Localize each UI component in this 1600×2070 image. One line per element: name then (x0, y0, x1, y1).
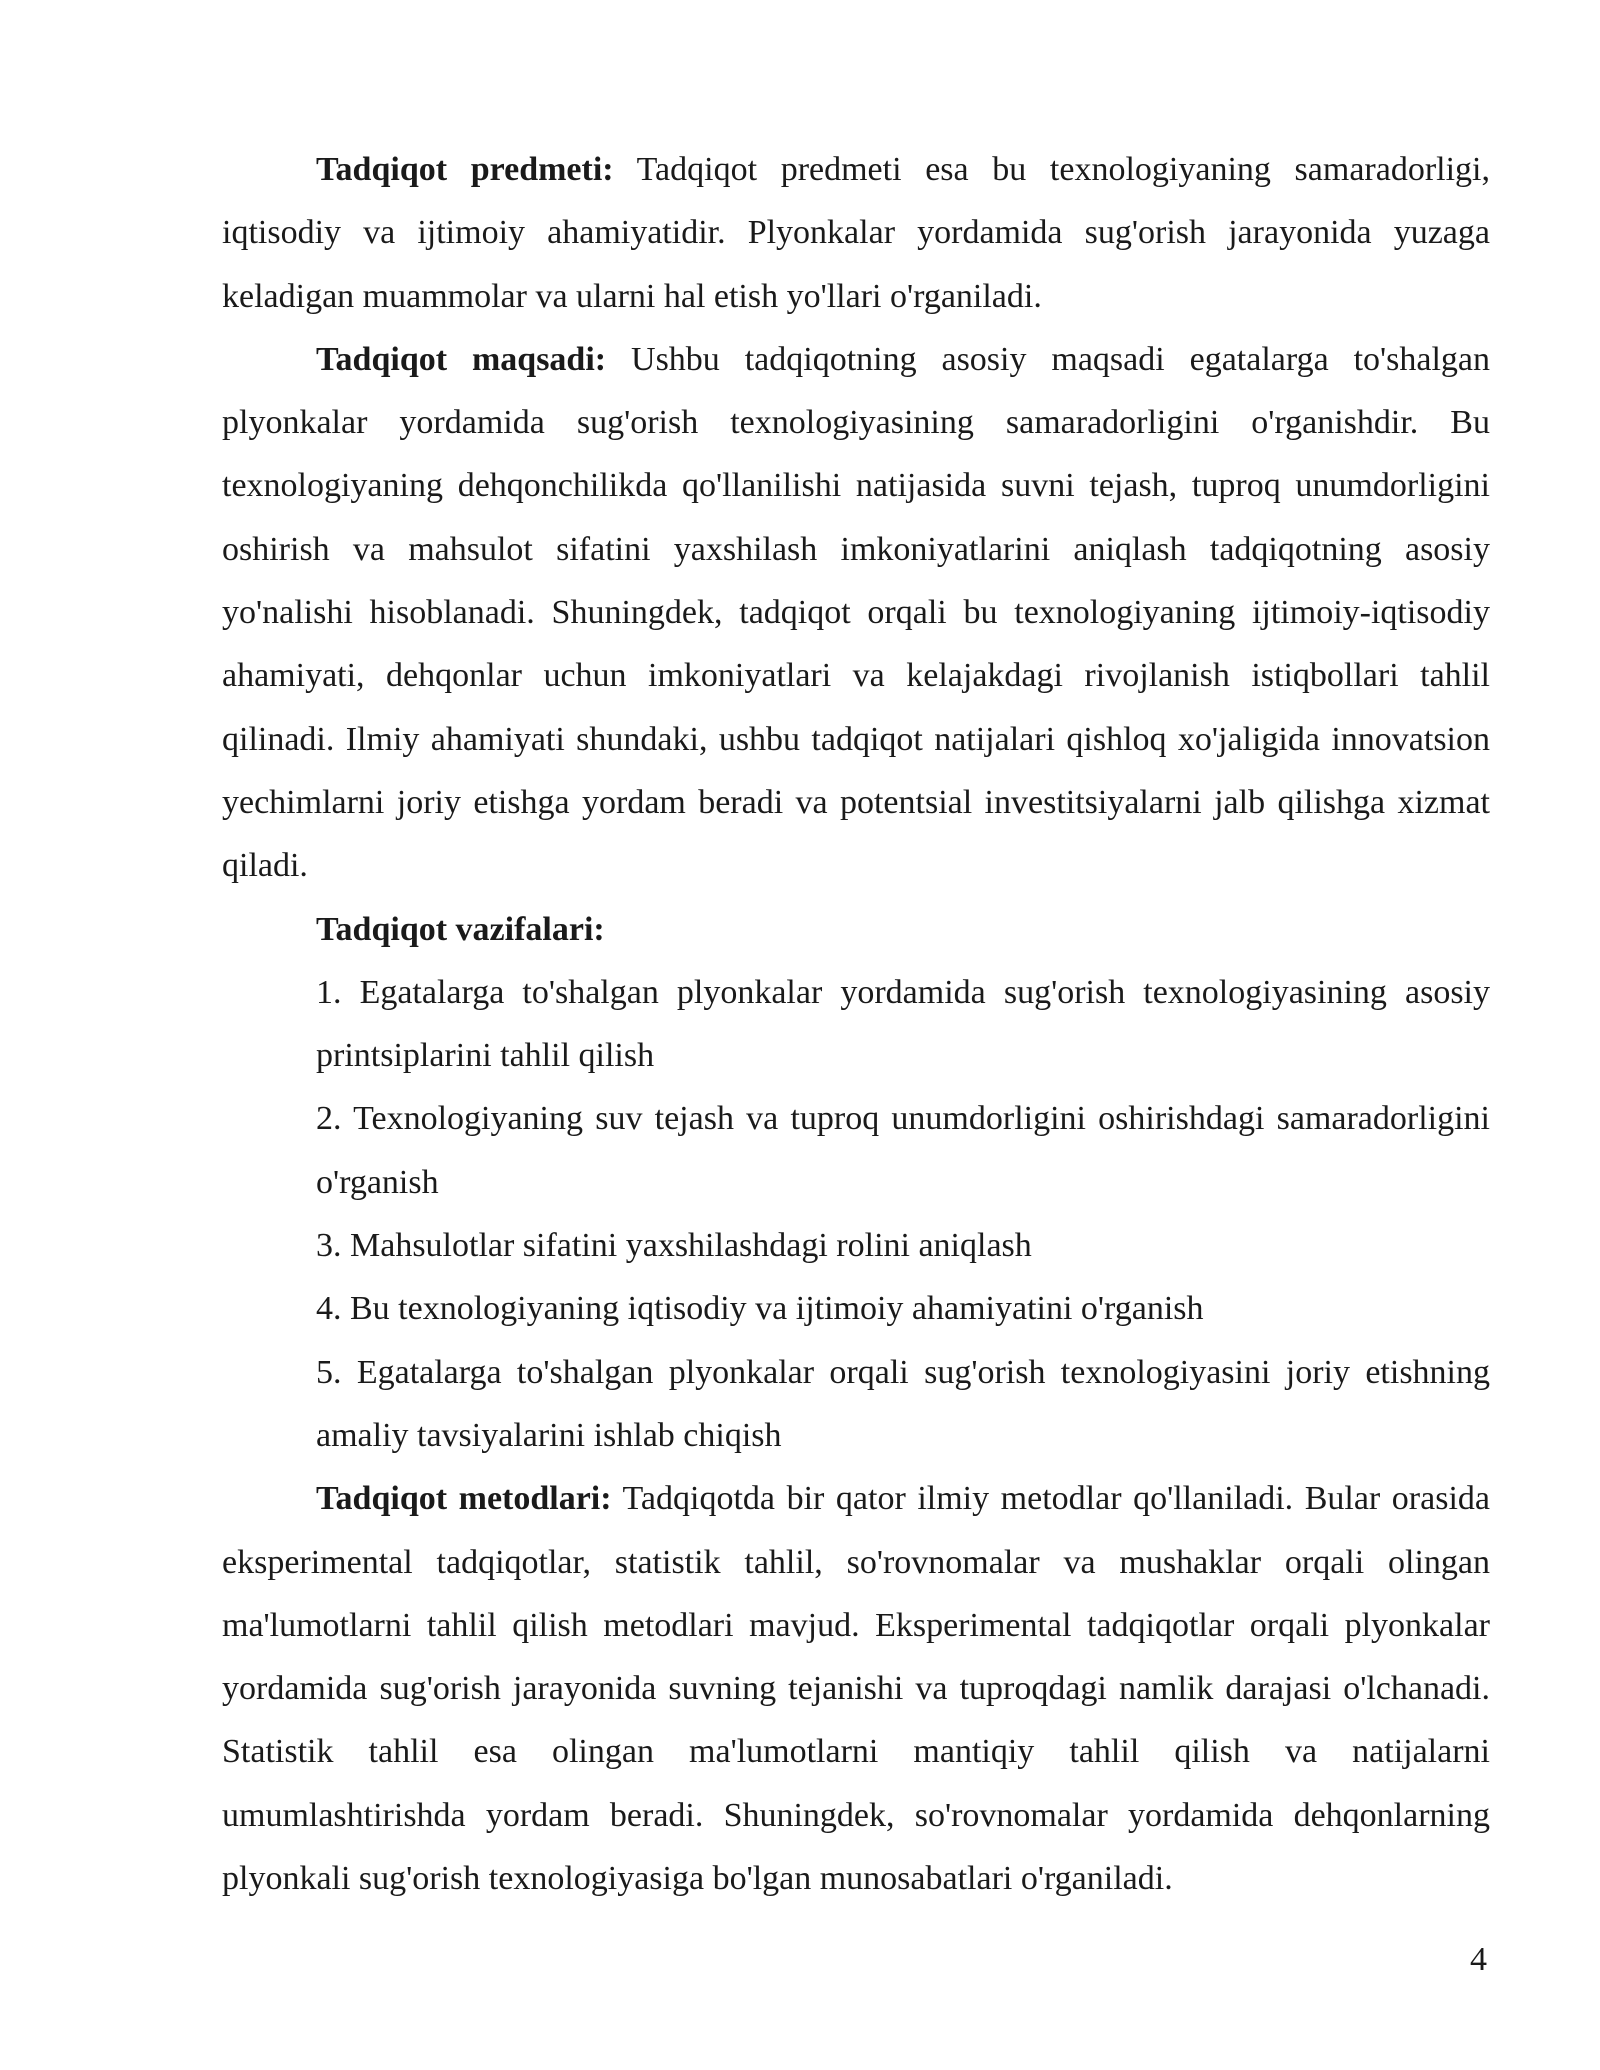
text-metodlari: Tadqiqotda bir qator ilmiy metodlar qo'llaniladi. Bular orasida eksperimental tadqiqotlar, statistik tahlil, so'rovnomalar va mushaklar orqali olingan ma'lumotlarni tahlil qilish metodlari mavjud. Eksperimental tadqiqotlar orqali plyonkalar yordamida sug'orish jarayonida suvning tejanishi va tuproqdagi namlik darajasi o'lchanadi. Statistik tahlil esa olingan ma'lumotlarni mantiqiy tahlil qilish va natijalarni umumlashtirishda yordam beradi. Shuningdek, so'rovnomalar yordamida dehqonlarning plyonkali sug'orish texnologiyasiga bo'lgan munosabatlari o'rganiladi. (222, 1480, 1490, 1898)
heading-metodlari: Tadqiqot metodlari: (316, 1480, 612, 1518)
list-item: 2. Texnologiyaning suv tejash va tuproq unumdorligini oshirishdagi samaradorligini o'rganish (316, 1100, 1490, 1201)
page-number: 4 (1470, 1941, 1487, 1978)
heading-vazifalari: Tadqiqot vazifalari: (316, 910, 605, 948)
paragraph-maqsadi (222, 328, 1490, 898)
text-predmeti: Tadqiqot predmeti esa bu texnologiyaning samaradorligi, iqtisodiy va ijtimoiy ahamiyatidir. Plyonkalar yordamida sug'orish jarayonida yuzaga keladigan muammolar va ularni hal etish yo'llari o'rganiladi. (222, 151, 1490, 315)
list-item: 1. Egatalarga to'shalgan plyonkalar yordamida sug'orish texnologiyasining asosiy printsiplarini tahlil qilish (316, 973, 1490, 1075)
document-body (222, 138, 1490, 1910)
list-item: 4. Bu texnologiyaning iqtisodiy va ijtimoiy ahamiyatini o'rganish (316, 1290, 1204, 1328)
text-maqsadi: Ushbu tadqiqotning asosiy maqsadi egatalarga to'shalgan plyonkalar yordamida sug'orish texnologiyasining samaradorligini o'rganishdir. Bu texnologiyaning dehqonchilikda qo'llanilishi natijasida suvni tejash, tuproq unumdorligini oshirish va mahsulot sifatini yaxshilash imkoniyatlarini aniqlash tadqiqotning asosiy yo'nalishi hisoblanadi. Shuningdek, tadqiqot orqali bu texnologiyaning ijtimoiy-iqtisodiy ahamiyati, dehqonlar uchun imkoniyatlari va kelajakdagi rivojlanish istiqbollari tahlil qilinadi. Ilmiy ahamiyati shundaki, ushbu tadqiqot natijalari qishloq xo'jaligida innovatsion yechimlarni joriy etishga yordam beradi va potentsial investitsiyalarni jalb qilishga xizmat qiladi. (222, 340, 1490, 885)
heading-predmeti: Tadqiqot predmeti: (316, 151, 614, 188)
list-item: 3. Mahsulotlar sifatini yaxshilashdagi rolini aniqlash (316, 1227, 1032, 1265)
paragraph-predmeti (222, 138, 1490, 328)
heading-maqsadi: Tadqiqot maqsadi: (316, 340, 607, 378)
list-item: 5. Egatalarga to'shalgan plyonkalar orqali sug'orish texnologiyasini joriy etishning amaliy tavsiyalarini ishlab chiqish (316, 1353, 1490, 1454)
paragraph-metodlari (222, 1467, 1490, 1910)
